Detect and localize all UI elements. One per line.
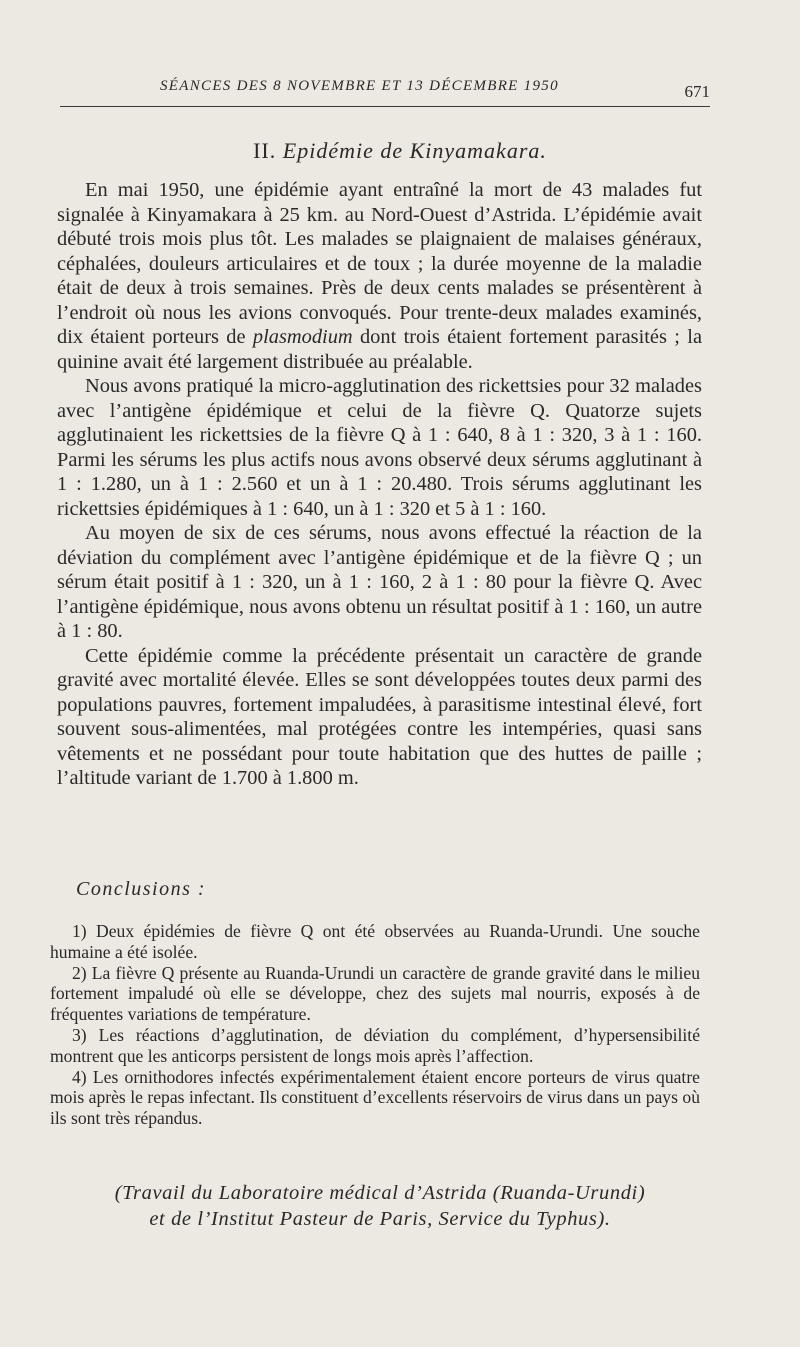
paragraph-text: Au moyen de six de ces sérums, nous avons effectué la réaction de la déviation du complément avec l’antigène épidémique et de la fièvre Q ; un sérum était positif à 1 : 320, un à 1 : 160, 2 à 1 : 80 pour la fièvre Q. Avec l’antigène épidémique, nous avons obtenu un résultat positif à 1 : 160, un autre à 1 : 80.	[57, 522, 702, 642]
section-heading	[0, 138, 800, 164]
conclusion-item: 3) Les réactions d’agglutination, de déviation du complément, d’hypersensibilité montrent que les anticorps persistent de longs mois après l’affection.	[50, 1024, 700, 1066]
running-head	[60, 76, 710, 107]
body-text	[57, 178, 702, 791]
body-paragraph	[57, 644, 702, 791]
page-number: 671	[684, 82, 710, 101]
running-head-title: SÉANCES DES 8 NOVEMBRE ET 13 DÉCEMBRE 1950	[160, 78, 559, 94]
section-number: II.	[253, 138, 277, 163]
body-paragraph	[57, 521, 702, 644]
conclusions-list	[50, 921, 700, 1129]
paragraph-text: Cette épidémie comme la précédente présentait un caractère de grande gravité avec mortalité élevée. Elles se sont développées toutes deux parmi des populations pauvres, fortement impaludées, à parasitisme intestinal élevé, fort souvent sous-alimentées, mal protégées contre les intempéries, quasi sans vêtements et ne possédant pour toute habitation que des huttes de paille ; l’altitude variant de 1.700 à 1.800 m.	[57, 644, 702, 789]
conclusion-item: 2) La fièvre Q présente au Ruanda-Urundi un caractère de grande gravité dans le milieu fortement impaludé où elle se développe, chez des sujets mal nourris, exposés à de fréquentes variations de température.	[50, 962, 700, 1025]
conclusions-heading: Conclusions :	[76, 878, 207, 900]
section-title: Epidémie de Kinyamakara.	[282, 138, 547, 163]
conclusion-item: 4) Les ornithodores infectés expérimentalement étaient encore porteurs de virus quatre mois après le repas infectant. Ils constituent d’excellents réservoirs de virus dans un pays où ils sont très répandus.	[50, 1066, 700, 1129]
italic-term: plasmodium	[252, 326, 353, 348]
credit-line: (Travail du Laboratoire médical d’Astrida (Ruanda-Urundi)	[114, 1182, 646, 1204]
body-paragraph	[57, 374, 702, 521]
credit-line: et de l’Institut Pasteur de Paris, Service du Typhus).	[149, 1208, 611, 1230]
lab-credit	[40, 1180, 720, 1232]
paragraph-text: En mai 1950, une épidémie ayant entraîné la mort de 43 malades fut signalée à Kinyamakara à 25 km. au Nord-Ouest d’Astrida. L’épidémie avait débuté trois mois plus tôt. Les malades se plaignaient de malaises généraux, céphalées, douleurs articulaires et de toux ; la durée moyenne de la maladie était de deux à trois semaines. Près de deux cents malades se présentèrent à l’endroit où nous les avions convoqués. Pour trente-deux malades examinés, dix étaient porteurs de	[57, 179, 702, 348]
paragraph-text: Nous avons pratiqué la micro-agglutination des rickettsies pour 32 malades avec l’antigène épidémique et celui de la fièvre Q. Quatorze sujets agglutinaient les rickettsies de la fièvre Q à 1 : 640, 8 à 1 : 320, 3 à 1 : 160. Parmi les sérums les plus actifs nous avons observé deux sérums agglutinant à 1 : 1.280, un à 1 : 2.560 et un à 1 : 20.480. Trois sérums agglutinant les rickettsies épidémiques à 1 : 640, un à 1 : 320 et 5 à 1 : 160.	[57, 375, 702, 520]
body-paragraph	[57, 178, 702, 374]
paragraph-text: dont trois étaient fortement parasités ; la quinine avait été largement distribuée au préalable.	[57, 326, 702, 373]
conclusion-item: 1) Deux épidémies de fièvre Q ont été observées au Ruanda-Urundi. Une souche humaine a été isolée.	[50, 921, 700, 962]
